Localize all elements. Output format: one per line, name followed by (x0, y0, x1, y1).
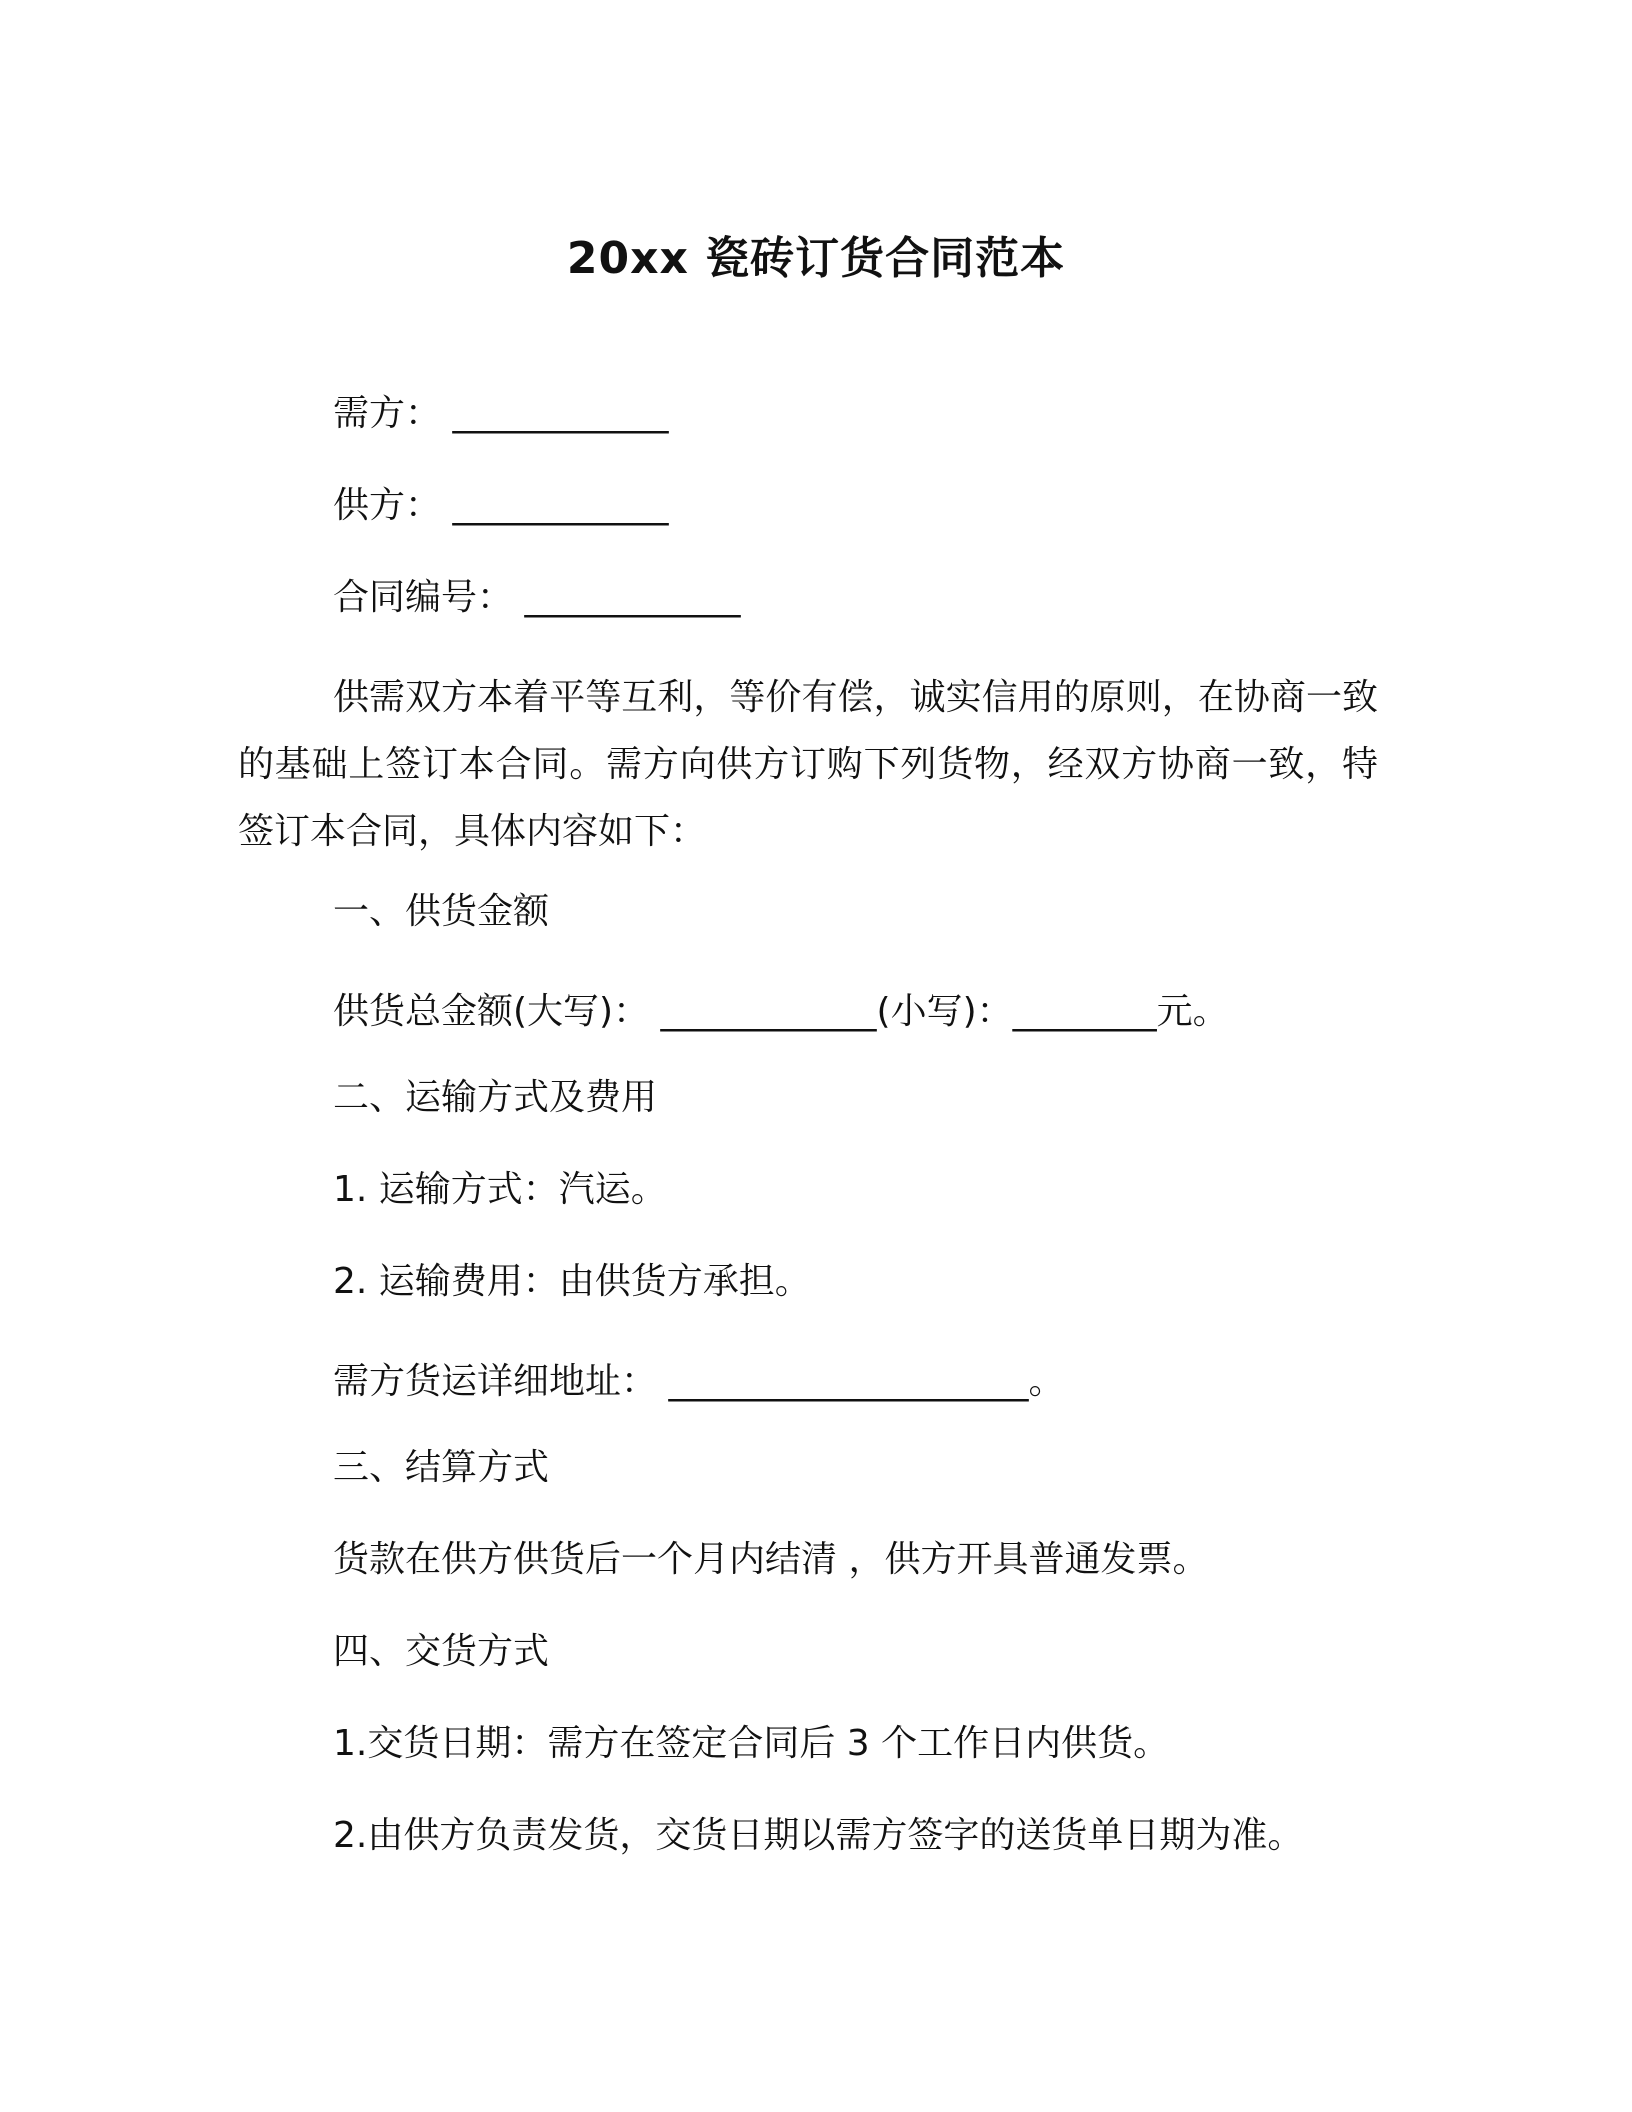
section-4-heading: 四、交货方式 (333, 1631, 550, 1672)
section-1-heading: 一、供货金额 (333, 891, 550, 932)
buyer-field: 需方： ____________ (333, 393, 669, 434)
settlement-text: 货款在供方供货后一个月内结清 ，供方开具普通发票。 (333, 1539, 1209, 1580)
contract-number-field: 合同编号： ____________ (333, 577, 741, 618)
delivery-address-line: 需方货运详细地址： ____________________。 (333, 1361, 1065, 1402)
transport-cost-item: 2. 运输费用：由供货方承担。 (333, 1261, 811, 1302)
document-title: 20xx 瓷砖订货合同范本 (566, 233, 1066, 284)
transport-method-item: 1. 运输方式：汽运。 (333, 1169, 667, 1210)
supply-amount-line: 供货总金额(大写)： ____________(小写)：________元。 (333, 991, 1229, 1032)
section-2-heading: 二、运输方式及费用 (333, 1077, 658, 1118)
delivery-date-item: 1.交货日期：需方在签定合同后 3 个工作日内供货。 (333, 1723, 1170, 1764)
intro-paragraph: 供需双方本着平等互利，等价有偿，诚实信用的原则，在协商一致的基础上签订本合同。需方向供方订购下列货物，经双方协商一致，特签订本合同，具体内容如下： (238, 677, 1378, 852)
supplier-field: 供方： ____________ (333, 485, 669, 526)
shipping-responsibility-item: 2.由供方负责发货，交货日期以需方签字的送货单日期为准。 (333, 1815, 1304, 1856)
section-3-heading: 三、结算方式 (333, 1447, 550, 1488)
